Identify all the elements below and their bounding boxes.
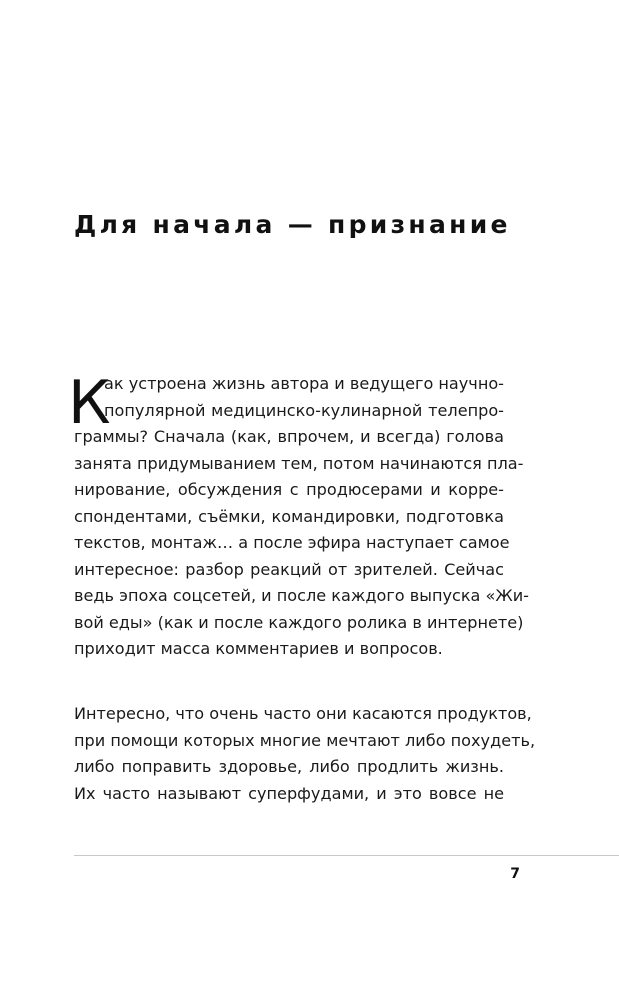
text-line: текстов, монтаж… а после эфира наступает самое bbox=[74, 533, 510, 552]
text-line: ведь эпоха соцсетей, и после каждого выпуска «Жи- bbox=[74, 586, 529, 605]
text-line: вой еды» (как и после каждого ролика в интернете) bbox=[74, 612, 524, 632]
text-line: Интересно, что очень часто они касаются продуктов, bbox=[74, 704, 532, 723]
text-line: приходит масса комментариев и вопросов. bbox=[74, 639, 443, 658]
drop-cap-letter: К bbox=[68, 368, 111, 438]
paragraph-1 bbox=[68, 368, 529, 663]
text-line: ак устроена жизнь автора и ведущего научно- bbox=[104, 374, 504, 393]
text-line: нирование, обсуждения с продюсерами и корре- bbox=[74, 480, 504, 499]
text-line: граммы? Сначала (как, впрочем, и всегда) голова bbox=[74, 427, 504, 446]
text-line: при помощи которых многие мечтают либо похудеть, bbox=[74, 730, 536, 750]
text-line: занята придумыванием тем, потом начинаются пла- bbox=[74, 453, 524, 473]
chapter-title: Для начала — признание bbox=[74, 210, 511, 239]
page-number: 7 bbox=[510, 866, 520, 882]
text-line: интересное: разбор реакций от зрителей. Сейчас bbox=[74, 559, 504, 579]
text-line: Их часто называют суперфудами, и это вовсе не bbox=[74, 783, 504, 803]
paragraph-2 bbox=[74, 701, 536, 807]
text-line: популярной медицинско-кулинарной телепро- bbox=[104, 400, 504, 420]
text-line: либо поправить здоровье, либо продлить жизнь. bbox=[74, 757, 504, 776]
footer-divider bbox=[74, 855, 619, 856]
text-line: спондентами, съёмки, командировки, подготовка bbox=[74, 506, 504, 526]
